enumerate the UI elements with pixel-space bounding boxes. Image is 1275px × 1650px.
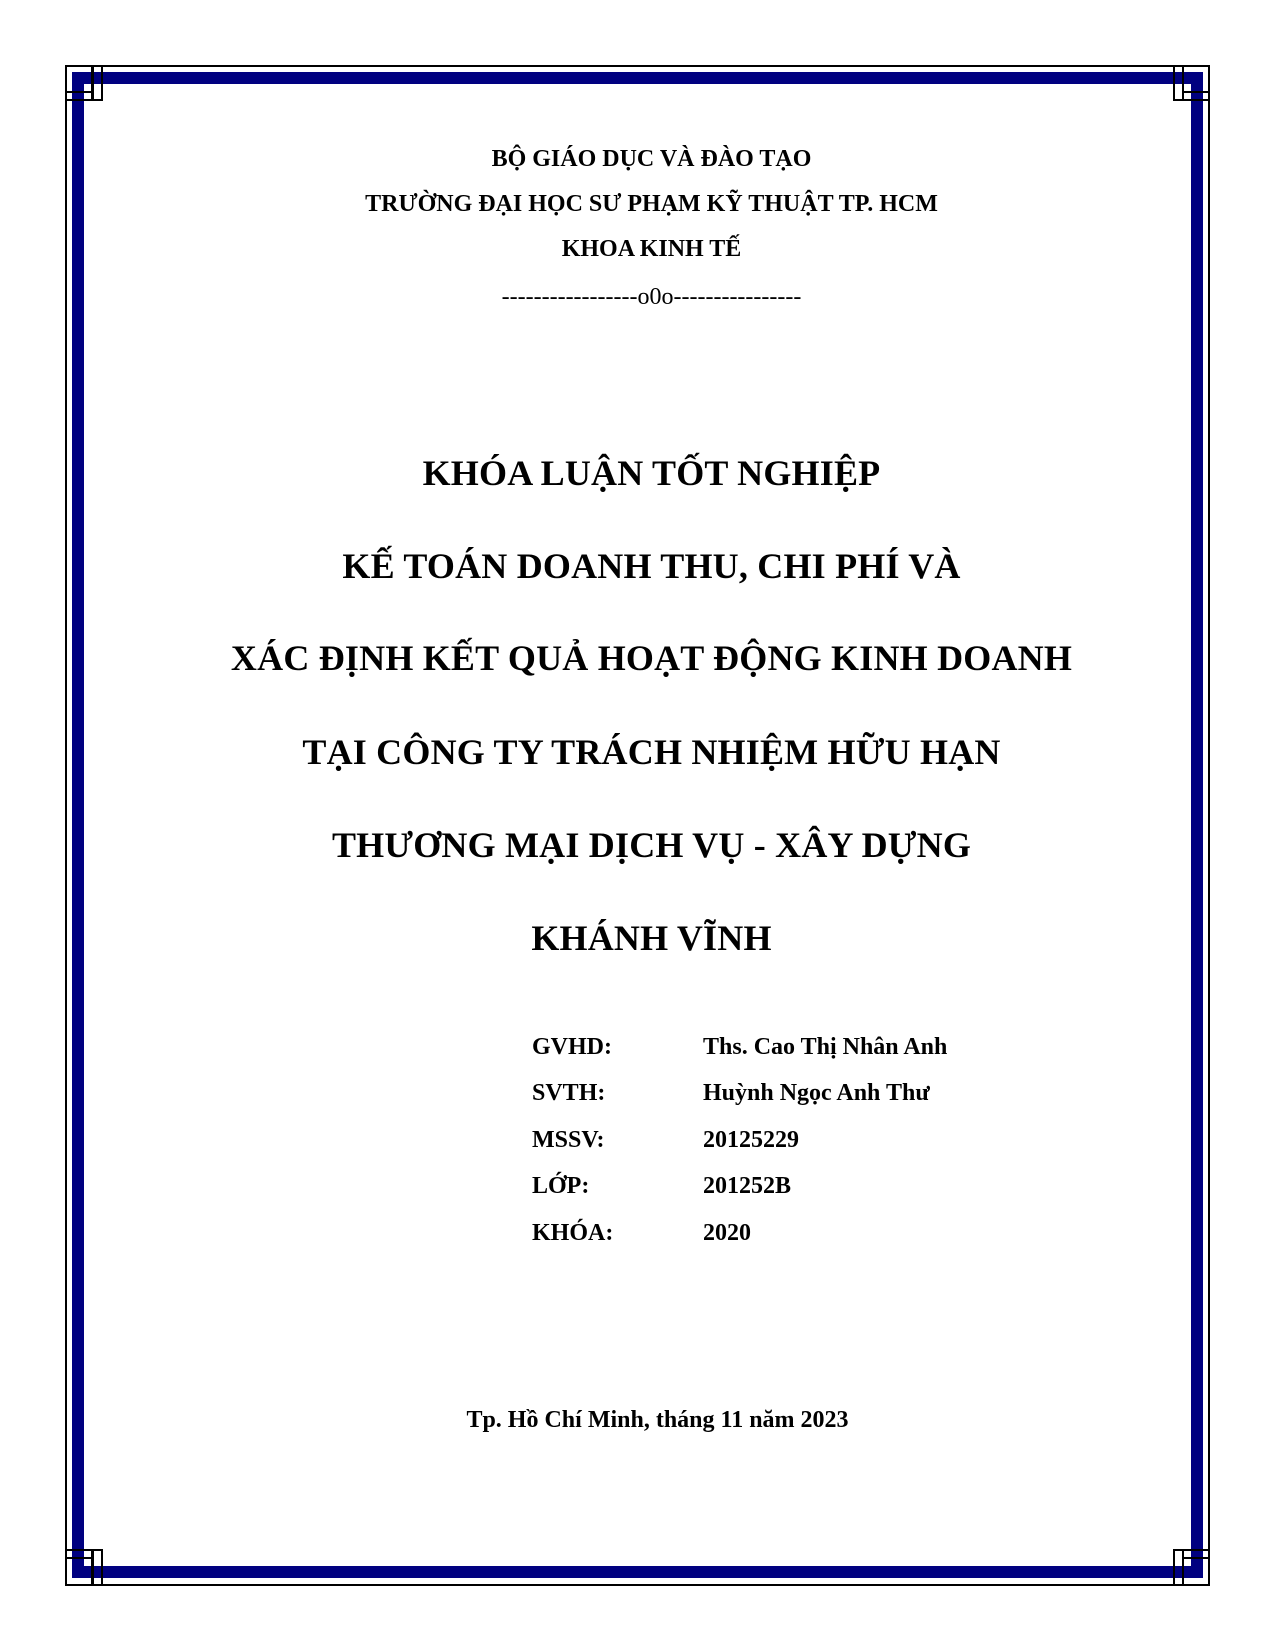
corner-ornament-bottom-left-c [65, 1549, 93, 1559]
corner-ornament-top-right-a [1182, 65, 1210, 93]
corner-ornament-top-right-c [1182, 91, 1210, 101]
corner-ornament-top-left-b [92, 65, 103, 101]
border-navy-top [72, 72, 1203, 84]
info-label-class: LỚP: [532, 1173, 590, 1199]
title-line-3: XÁC ĐỊNH KẾT QUẢ HOẠT ĐỘNG KINH DOANH [230, 638, 1073, 678]
border-outer-line-top [100, 65, 1183, 67]
corner-ornament-bottom-left-a [65, 1557, 93, 1586]
corner-ornament-bottom-left-b [92, 1549, 103, 1586]
info-value-student: Huỳnh Ngọc Anh Thư [703, 1080, 930, 1106]
info-label-cohort: KHÓA: [532, 1220, 614, 1246]
title-line-6: KHÁNH VĨNH [531, 918, 772, 958]
corner-ornament-bottom-right-c [1182, 1549, 1210, 1559]
info-label-student-id: MSSV: [532, 1127, 605, 1153]
corner-ornament-bottom-right-a [1182, 1557, 1210, 1586]
title-line-4: TẠI CÔNG TY TRÁCH NHIỆM HỮU HẠN [302, 732, 1001, 772]
corner-ornament-top-left-c [65, 91, 93, 101]
border-navy-bottom [72, 1566, 1203, 1578]
info-label-supervisor: GVHD: [532, 1034, 612, 1060]
info-value-supervisor: Ths. Cao Thị Nhân Anh [703, 1034, 948, 1060]
header-separator: -----------------o0o---------------- [501, 284, 802, 310]
info-value-class: 201252B [703, 1173, 792, 1199]
info-value-student-id: 20125229 [703, 1127, 799, 1153]
ministry-name: BỘ GIÁO DỤC VÀ ĐÀO TẠO [491, 146, 812, 172]
corner-ornament-top-left-a [65, 65, 93, 93]
university-name: TRƯỜNG ĐẠI HỌC SƯ PHẠM KỸ THUẬT TP. HCM [365, 191, 938, 217]
info-value-cohort: 2020 [703, 1220, 751, 1246]
title-line-2: KẾ TOÁN DOANH THU, CHI PHÍ VÀ [342, 546, 961, 586]
place-and-date: Tp. Hồ Chí Minh, tháng 11 năm 2023 [466, 1407, 849, 1433]
border-outer-line-bottom [100, 1584, 1183, 1586]
faculty-name: KHOA KINH TẾ [561, 236, 742, 262]
title-line-5: THƯƠNG MẠI DỊCH VỤ - XÂY DỰNG [331, 825, 972, 865]
info-label-student: SVTH: [532, 1080, 606, 1106]
title-line-1: KHÓA LUẬN TỐT NGHIỆP [422, 453, 881, 493]
